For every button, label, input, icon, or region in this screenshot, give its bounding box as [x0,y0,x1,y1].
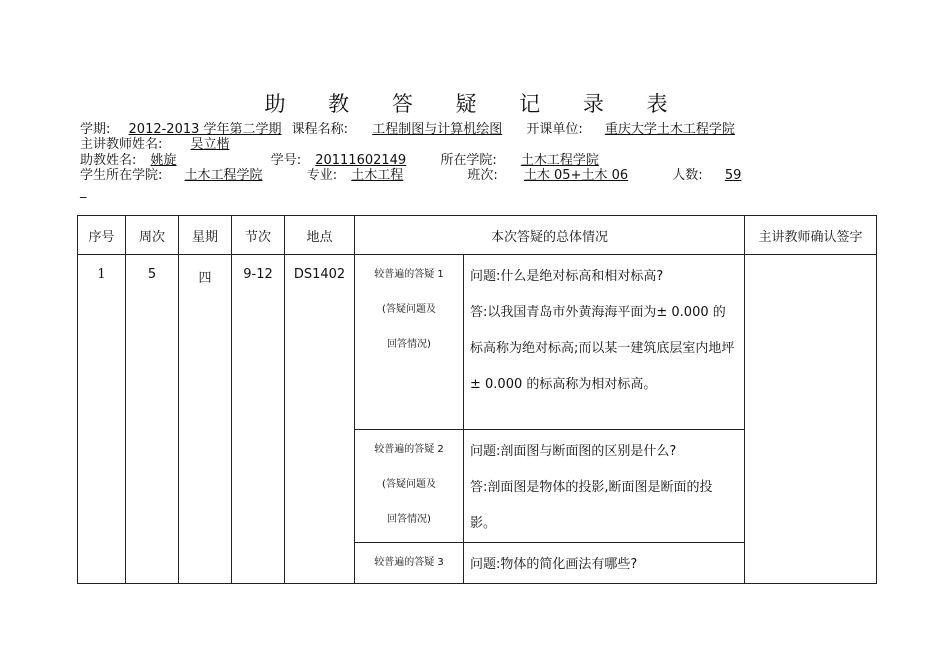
student-id-value: 20111602149 [315,153,407,168]
student-college-label: 学生所在学院: [80,168,163,183]
entry-1-label-cell [355,255,464,430]
entry-2-note1: (答疑问题及 [382,479,436,490]
table-header-row [78,216,877,255]
entry-2-note2: 回答情况) [387,514,431,525]
college-label: 所在学院: [440,153,497,168]
entry-1-question: 问题:什么是绝对标高和相对标高? [470,269,664,284]
entry-3-label: 较普遍的答疑 3 [374,557,444,568]
header-period: 节次 [232,216,285,255]
header-line-semester [80,122,735,138]
document-title: 助 教 答 疑 记 录 表 [264,92,686,116]
cell-weekday: 四 [179,255,232,584]
table-row [78,255,877,430]
cell-period: 9-12 [232,255,285,584]
cell-no: 1 [78,255,126,584]
entry-2-question: 问题:剖面图与断面图的区别是什么? [470,444,677,459]
entry-3-question: 问题:物体的简化画法有哪些? [470,557,638,572]
entry-1-content [464,255,745,430]
header-line-student [80,168,741,184]
ta-value: 姚旋 [150,153,177,168]
entry-1-label: 较普遍的答疑 1 [374,269,444,280]
unit-label: 开课单位: [526,122,583,137]
semester-label: 学期: [80,122,111,137]
entry-1-note2: 回答情况) [387,339,431,350]
cell-week: 5 [126,255,179,584]
student-college-value: 土木工程学院 [184,168,263,183]
course-label: 课程名称: [291,122,349,137]
count-value: 59 [724,168,742,183]
teacher-label: 主讲教师姓名: [80,137,163,152]
entry-3-content [464,543,745,584]
semester-value: 2012-2013 学年第二学期 [128,122,282,137]
header-signature: 主讲教师确认签字 [745,216,877,255]
entry-2-answer: 答:剖面图是物体的投影,断面图是断面的投影。 [470,480,713,531]
header-place: 地点 [285,216,355,255]
cell-signature [745,255,877,584]
teacher-value: 吴立楷 [190,137,230,152]
college-value: 土木工程学院 [520,153,599,168]
student-id-label: 学号: [270,153,302,168]
header-line-trailing: _ [80,184,87,199]
header-line-ta [80,153,599,169]
entry-2-label-cell [355,430,464,543]
unit-value: 重庆大学土木工程学院 [604,122,735,137]
major-value: 土木工程 [351,168,404,183]
major-label: 专业: [306,168,338,183]
entry-2-label: 较普遍的答疑 2 [374,444,444,455]
entry-1-note1: (答疑问题及 [382,304,436,315]
class-value: 土木 05+土木 06 [523,168,629,183]
qa-record-table [77,215,877,584]
entry-3-label-cell [355,543,464,584]
entry-1-answer: 答:以我国青岛市外黄海海平面为± 0.000 的标高称为绝对标高;而以某一建筑底层室内地坪± 0.000 的标高称为相对标高。 [470,305,735,392]
header-weekday: 星期 [179,216,232,255]
count-label: 人数: [672,168,703,183]
course-value: 工程制图与计算机绘图 [372,122,503,137]
ta-label: 助教姓名: [80,153,137,168]
header-no: 序号 [78,216,126,255]
entry-2-content [464,430,745,543]
header-summary: 本次答疑的总体情况 [355,216,745,255]
class-label: 班次: [467,168,498,183]
header-week: 周次 [126,216,179,255]
header-line-teacher [80,137,230,153]
cell-place: DS1402 [285,255,355,584]
